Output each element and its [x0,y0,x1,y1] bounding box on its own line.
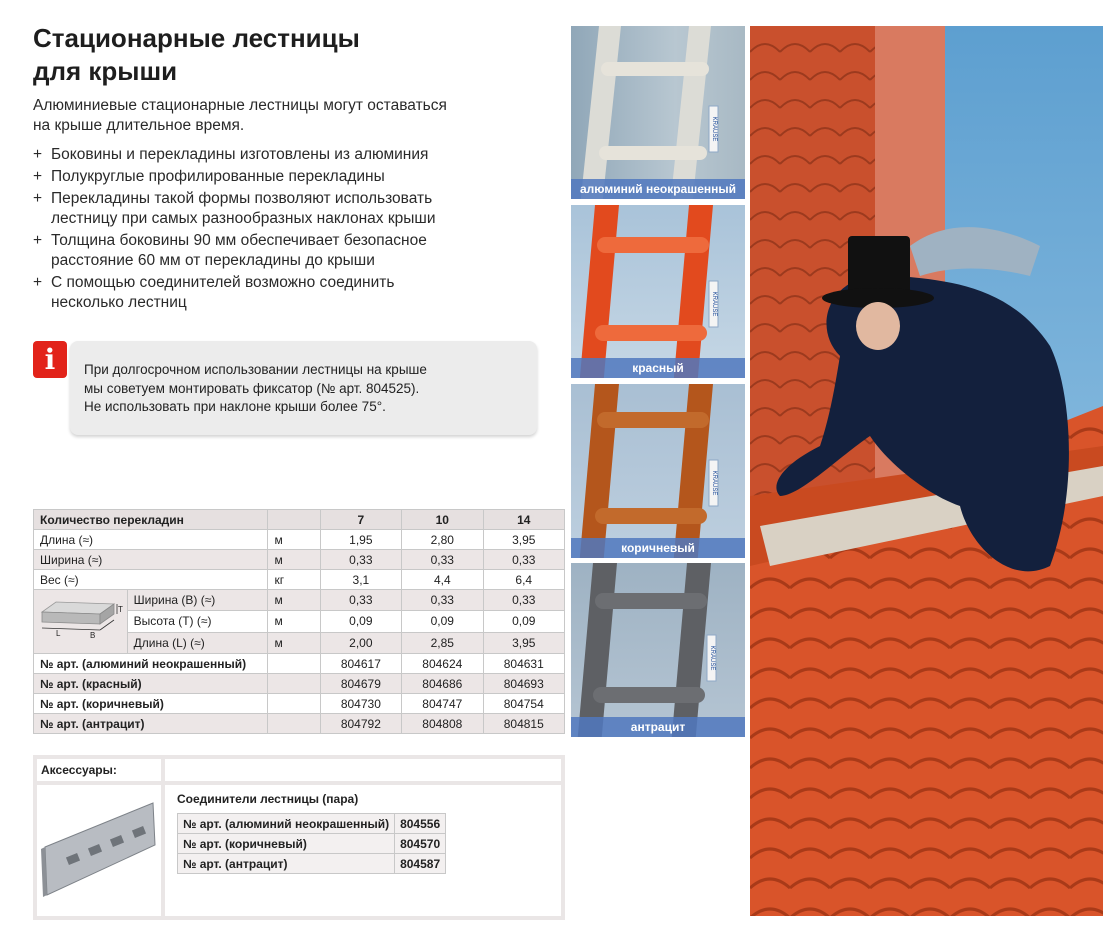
feature-text: лестницу при самых разнообразных наклонах крыши [51,210,436,227]
plus-bullet: + [33,146,43,163]
roof-worker-photo [750,26,1103,916]
table-cell: 0,09 [483,611,564,632]
table-row [34,550,565,570]
row-label: № арт. (коричневый) [34,694,268,714]
plus-bullet: + [33,274,43,291]
connector-image [37,785,161,916]
row-label: № арт. (красный) [34,674,268,694]
table-cell: 3,95 [483,632,564,653]
profile-image [34,590,128,654]
table-cell: 0,33 [320,550,401,570]
row-unit: м [268,632,320,653]
feature-text: С помощью соединителей возможно соединить [51,274,395,291]
title-line-2: для крыши [33,56,178,86]
row-unit [268,674,320,694]
ladder-photo-aluminium [571,26,745,199]
table-cell: 804747 [402,694,483,714]
table-cell: 0,33 [402,550,483,570]
article-code: 804556 [395,814,446,834]
table-cell: 6,4 [483,570,564,590]
row-label: № арт. (алюминий неокрашенный) [178,814,395,834]
table-cell: 0,09 [320,611,401,632]
row-label: Высота (T) (≈) [127,611,268,632]
ladder-image [571,384,745,558]
feature-item [33,273,553,313]
table-cell: 804624 [402,654,483,674]
dim-letter-l: L [56,629,61,638]
feature-text: Толщина боковины 90 мм обеспечивает безопасное [51,232,427,249]
ladder-photo-red [571,205,745,378]
intro-text [33,96,553,136]
table-cell: 0,33 [483,550,564,570]
accessory-table [177,813,446,874]
table-row [34,590,565,611]
ladder-image [571,563,745,737]
accessories-title: Аксессуары: [41,763,117,777]
table-cell: 804693 [483,674,564,694]
table-row [34,714,565,734]
header-unit [268,510,320,530]
table-cell: 804679 [320,674,401,694]
table-cell: 2,80 [402,530,483,550]
feature-item [33,231,553,271]
table-cell: 804617 [320,654,401,674]
row-unit [268,694,320,714]
article-code: 804570 [395,834,446,854]
ladder-photo-brown [571,384,745,558]
plus-bullet: + [33,168,43,185]
row-label: № арт. (антрацит) [34,714,268,734]
intro-line-1: Алюминиевые стационарные лестницы могут оставаться [33,97,447,114]
table-cell: 3,1 [320,570,401,590]
info-line: мы советуем монтировать фиксатор (№ арт. 804525). [84,380,420,396]
table-cell: 2,00 [320,632,401,653]
header-cell: 14 [483,510,564,530]
table-cell: 0,33 [320,590,401,611]
title-line-1: Стационарные лестницы [33,23,360,53]
page-title [33,22,553,88]
row-unit: м [268,590,320,611]
intro-line-2: на крыше длительное время. [33,117,245,134]
table-row [178,834,446,854]
row-unit: м [268,530,320,550]
dim-letter-b: B [90,631,96,640]
table-row [34,694,565,714]
header-label: Количество перекладин [34,510,268,530]
feature-text: Перекладины такой формы позволяют использовать [51,190,433,207]
feature-text: расстояние 60 мм от перекладины до крыши [51,252,375,269]
table-cell: 804730 [320,694,401,714]
table-cell: 0,09 [402,611,483,632]
row-label: № арт. (алюминий неокрашенный) [34,654,268,674]
row-label: Длина (L) (≈) [127,632,268,653]
roof-scene-image [750,26,1103,916]
row-label: Вес (≈) [34,570,268,590]
feature-text: Полукруглые профилированные перекладины [51,168,385,185]
row-unit: м [268,550,320,570]
header-cell: 7 [320,510,401,530]
row-label: Ширина (B) (≈) [127,590,268,611]
row-label: Ширина (≈) [34,550,268,570]
dim-letter-t: T [118,605,123,614]
table-row [34,530,565,550]
table-cell: 4,4 [402,570,483,590]
feature-text: Боковины и перекладины изготовлены из алюминия [51,146,429,163]
ladder-photo-anthracite [571,563,745,737]
feature-text: несколько лестниц [51,294,187,311]
plus-bullet: + [33,190,43,207]
photo-caption: алюминий неокрашенный [571,179,745,199]
table-row [34,570,565,590]
table-cell: 2,85 [402,632,483,653]
brand-label: KRAUSE [711,291,717,317]
feature-item [33,189,553,229]
header-cell: 10 [402,510,483,530]
accessories-header-blank [165,759,561,781]
table-row [178,814,446,834]
row-unit: кг [268,570,320,590]
table-cell: 804808 [402,714,483,734]
profile-diagram-icon [34,590,122,650]
table-cell: 0,33 [402,590,483,611]
row-label: № арт. (антрацит) [178,854,395,874]
table-cell: 804686 [402,674,483,694]
table-row [34,674,565,694]
row-label: № арт. (коричневый) [178,834,395,854]
table-cell: 804792 [320,714,401,734]
table-cell: 1,95 [320,530,401,550]
plus-bullet: + [33,232,43,249]
table-cell: 0,33 [483,590,564,611]
info-icon: i [33,341,67,378]
table-cell: 804754 [483,694,564,714]
feature-list [33,145,553,315]
brand-label: KRAUSE [711,470,717,496]
info-line: Не использовать при наклоне крыши более 75°. [84,399,386,414]
brand-label: KRAUSE [709,645,715,671]
accessory-name: Соединители лестницы (пара) [177,792,359,806]
row-label: Длина (≈) [34,530,268,550]
connector-plate-icon [37,785,161,916]
photo-caption: антрацит [571,717,745,737]
ladder-image [571,205,745,378]
article-code: 804587 [395,854,446,874]
row-unit [268,654,320,674]
brand-label: KRAUSE [711,116,717,142]
spec-table [33,509,565,734]
table-cell: 3,95 [483,530,564,550]
photo-caption: красный [571,358,745,378]
row-unit: м [268,611,320,632]
info-text [84,361,524,417]
row-unit [268,714,320,734]
table-cell: 804815 [483,714,564,734]
info-line: При долгосрочном использовании лестницы на крыше [84,362,427,377]
table-header-row [34,510,565,530]
table-row [178,854,446,874]
ladder-image [571,26,745,199]
photo-caption: коричневый [571,538,745,558]
feature-item [33,167,553,187]
feature-item [33,145,553,165]
table-cell: 804631 [483,654,564,674]
table-row [34,654,565,674]
